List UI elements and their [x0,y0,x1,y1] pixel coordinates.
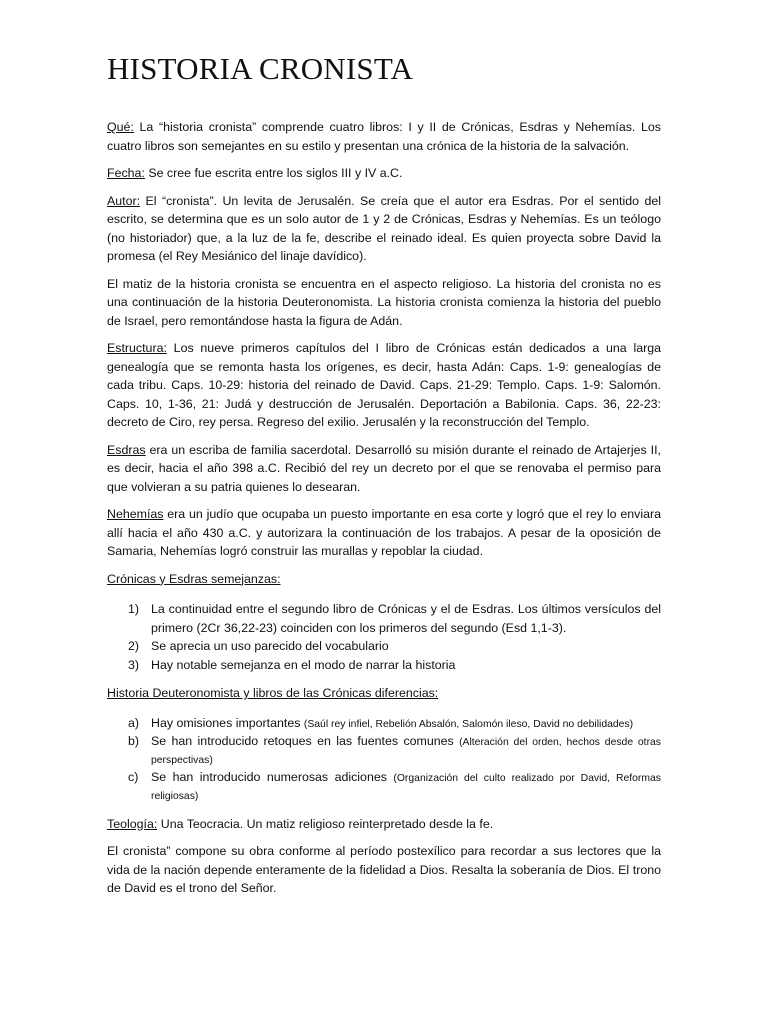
list-marker: a) [128,715,140,730]
list-marker: 2) [128,639,140,653]
list-item-detail: (Organización del culto realizado por David, Reformas religiosas) [151,772,661,802]
list-item-text: Hay notable semejanza en el modo de narrar la historia [151,657,456,672]
document-page [107,50,661,907]
semejanzas-list [107,600,661,674]
list-item-text: Se aprecia un uso parecido del vocabulario [151,639,389,653]
page-title: HISTORIA CRONISTA [107,51,414,86]
esdras-text: era un escriba de familia sacerdotal. Desarrolló su misión durante el reinado de Artajerjes II, es decir, hacia el año 398 a.C. Recibió del rey un decreto por el que se renovaba el permiso para que volvieran a su patria quienes lo desearan. [107,442,661,494]
teologia-label: Teología: [107,816,158,831]
esdras-paragraph [107,441,661,497]
list-item-main: Se han introducido numerosas adiciones [151,769,394,784]
fecha-label: Fecha: [107,166,145,180]
fecha-paragraph [107,164,661,183]
list-item-text: La continuidad entre el segundo libro de Crónicas y el de Esdras. Los últimos versículos del primero (2Cr 36,22-23) coinciden con los primeros del segundo (Esd 1,1-3). [151,602,661,635]
estructura-text: Los nueve primeros capítulos del I libro de Crónicas están dedicados a una larga genealogía que se remonta hasta los orígenes, es decir, hasta Adán: Caps. 1-9: genealogías de cada tribu. Caps. 10-29: historia del reinado de David. Caps. 21-29: Templo. Caps. 1-9: Salomón. Caps. 10, 1-36, 21: Judá y destrucción de Jerusalén. Deportación a Babilonia. Caps. 36, 22-23: decreto de Ciro, rey persa. Regreso del exilio. Jerusalén y la reconstrucción del Templo. [107,341,661,429]
list-item [107,656,661,675]
semejanzas-heading: Crónicas y Esdras semejanzas: [107,571,281,586]
list-item-main: Se han introducido retoques en las fuentes comunes [151,733,460,748]
list-item [107,637,661,656]
list-item-detail: (Alteración del orden, hechos desde otras perspectivas) [151,736,662,766]
list-item-main: Hay omisiones importantes [151,715,304,730]
nehemias-text: era un judío que ocupaba un puesto importante en esa corte y logró que el rey lo enviara allí hacia el año 430 a.C. y autorizara la continuación de los trabajos. A pesar de la oposición de Samaria, Nehemías logró construir las murallas y repoblar la ciudad. [107,507,661,558]
list-item [107,600,661,637]
autor-text: El “cronista”. Un levita de Jerusalén. Se creía que el autor era Esdras. Por el sentido del escrito, se determina que es un solo autor de 1 y 2 de Crónicas, Esdras y Nehemías. Es un teólogo (no historiador) que, a la luz de la fe, describe el reinado ideal. Es quien proyecta sobre David la promesa (el Rey Mesiánico del linaje davídico). [107,193,661,263]
nehemias-label: Nehemías [107,507,164,521]
nehemias-paragraph [107,505,661,561]
list-marker: 1) [128,602,140,616]
que-paragraph [107,118,661,155]
list-marker: c) [128,769,139,784]
list-marker: b) [128,733,140,748]
matiz-paragraph: El matiz de la historia cronista se encuentra en el aspecto religioso. La historia del cronista no es una continuación de la historia Deuteronomista. La historia cronista comienza la historia del pueblo de Israel, pero remontándose hasta la figura de Adán. [107,276,661,328]
list-marker: 3) [128,657,140,672]
que-label: Qué: [107,120,134,134]
conclusion-paragraph: El cronista” compone su obra conforme al período postexílico para recordar a sus lectores que la vida de la nación depende enteramente de la fidelidad a Dios. Resalta la soberanía de Dios. El trono de David es el trono del Señor. [107,844,661,895]
list-item [107,715,661,733]
diferencias-list [107,715,661,805]
estructura-label: Estructura: [107,341,167,355]
autor-paragraph [107,192,661,266]
fecha-text: Se cree fue escrita entre los siglos III y IV a.C. [144,166,403,180]
estructura-paragraph [107,339,661,432]
autor-label: Autor: [107,193,141,208]
diferencias-heading: Historia Deuteronomista y libros de las Crónicas diferencias: [107,686,439,700]
esdras-label: Esdras [107,442,146,457]
teologia-paragraph [107,815,661,834]
list-item [107,769,661,805]
que-text: La “historia cronista” comprende cuatro libros: I y II de Crónicas, Esdras y Nehemías. Los cuatro libros son semejantes en su estilo y presentan una crónica de la historia de la salvación. [107,120,661,153]
list-item [107,733,661,769]
list-item-detail: (Saúl rey infiel, Rebelión Absalón, Salomón ileso, David no debilidades) [303,718,634,730]
teologia-text: Una Teocracia. Un matiz religioso reinterpretado desde la fe. [157,816,494,831]
